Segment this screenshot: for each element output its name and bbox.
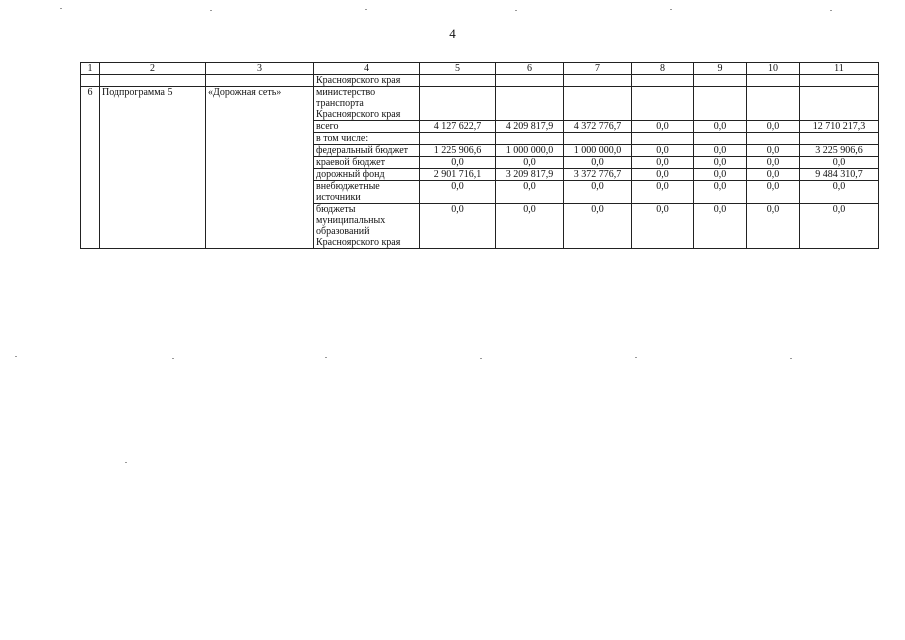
cell-value: 0,0 — [420, 204, 496, 249]
scan-speck — [365, 9, 367, 10]
cell-value: 0,0 — [496, 181, 564, 204]
cell-value: 0,0 — [694, 157, 747, 169]
header-cell: 5 — [420, 63, 496, 75]
cell-value: 3 209 817,9 — [496, 169, 564, 181]
cell-value — [747, 133, 800, 145]
cell-value: 0,0 — [694, 121, 747, 133]
cell-value — [564, 133, 632, 145]
table-cell — [206, 75, 314, 87]
cell-value: 4 127 622,7 — [420, 121, 496, 133]
budget-table — [80, 62, 879, 249]
row-label: всего — [314, 121, 420, 133]
cell-value: 0,0 — [800, 181, 879, 204]
cell-value: 12 710 217,3 — [800, 121, 879, 133]
cell-value: 0,0 — [496, 157, 564, 169]
scan-speck — [830, 10, 832, 11]
header-row — [81, 63, 879, 75]
row-label: краевой бюджет — [314, 157, 420, 169]
table-cell — [100, 75, 206, 87]
cell-value: 0,0 — [420, 157, 496, 169]
cell-value: 0,0 — [632, 157, 694, 169]
scan-speck — [210, 10, 212, 11]
cell-value: 2 901 716,1 — [420, 169, 496, 181]
scan-speck — [670, 9, 672, 10]
cell-value: 1 000 000,0 — [496, 145, 564, 157]
program-name: Подпрограмма 5 — [100, 87, 206, 249]
scan-speck — [15, 356, 17, 357]
cell-value — [800, 133, 879, 145]
cell-value: 0,0 — [800, 157, 879, 169]
program-index: 6 — [81, 87, 100, 249]
cell-value: 0,0 — [747, 169, 800, 181]
header-cell: 1 — [81, 63, 100, 75]
header-cell: 2 — [100, 63, 206, 75]
cell-value: 3 225 906,6 — [800, 145, 879, 157]
table-cell — [81, 75, 100, 87]
cell-value: 3 372 776,7 — [564, 169, 632, 181]
cell-value — [496, 133, 564, 145]
cell-value: 0,0 — [632, 145, 694, 157]
cell-value: 0,0 — [747, 181, 800, 204]
header-cell: 3 — [206, 63, 314, 75]
row-label: внебюджетные источники — [314, 181, 420, 204]
header-cell: 10 — [747, 63, 800, 75]
cell-value: 4 372 776,7 — [564, 121, 632, 133]
header-cell: 11 — [800, 63, 879, 75]
scan-speck — [635, 357, 637, 358]
cell-value: 0,0 — [564, 204, 632, 249]
responsible-agency: министерство транспорта Красноярского края — [314, 87, 420, 121]
cell-value: 0,0 — [747, 121, 800, 133]
cell-value — [632, 133, 694, 145]
cell-value: 0,0 — [632, 204, 694, 249]
cell-value: 0,0 — [632, 169, 694, 181]
cell-value: 0,0 — [694, 145, 747, 157]
header-cell: 4 — [314, 63, 420, 75]
header-cell: 7 — [564, 63, 632, 75]
scan-speck — [790, 358, 792, 359]
cell-value: 0,0 — [420, 181, 496, 204]
program-row — [81, 87, 879, 121]
row-label: федеральный бюджет — [314, 145, 420, 157]
cell-value: 1 225 906,6 — [420, 145, 496, 157]
cell-value: 4 209 817,9 — [496, 121, 564, 133]
cell-value: 9 484 310,7 — [800, 169, 879, 181]
scan-speck — [325, 357, 327, 358]
scan-speck — [60, 8, 62, 9]
cell-value: 0,0 — [694, 181, 747, 204]
scan-speck — [480, 358, 482, 359]
cell-value: 0,0 — [747, 157, 800, 169]
scan-speck — [172, 358, 174, 359]
scan-speck — [515, 10, 517, 11]
row-label: бюджеты муниципальных образований Красноярского края — [314, 204, 420, 249]
cell-value: 0,0 — [694, 204, 747, 249]
header-cell: 9 — [694, 63, 747, 75]
cell-value: 0,0 — [496, 204, 564, 249]
row-label: дорожный фонд — [314, 169, 420, 181]
cell-value — [694, 133, 747, 145]
scan-speck — [125, 462, 127, 463]
cell-value: 0,0 — [632, 181, 694, 204]
cell-value: 0,0 — [694, 169, 747, 181]
cell-value — [420, 133, 496, 145]
program-title: «Дорожная сеть» — [206, 87, 314, 249]
cell-value: 0,0 — [564, 157, 632, 169]
cell-value: 0,0 — [747, 145, 800, 157]
cell-value: 0,0 — [632, 121, 694, 133]
header-cell: 8 — [632, 63, 694, 75]
page-number: 4 — [449, 26, 456, 41]
continuation-label: Красноярского края — [314, 75, 420, 87]
cell-value: 1 000 000,0 — [564, 145, 632, 157]
row-label: в том числе: — [314, 133, 420, 145]
continuation-row — [81, 75, 879, 87]
header-cell: 6 — [496, 63, 564, 75]
cell-value: 0,0 — [747, 204, 800, 249]
cell-value: 0,0 — [800, 204, 879, 249]
cell-value: 0,0 — [564, 181, 632, 204]
